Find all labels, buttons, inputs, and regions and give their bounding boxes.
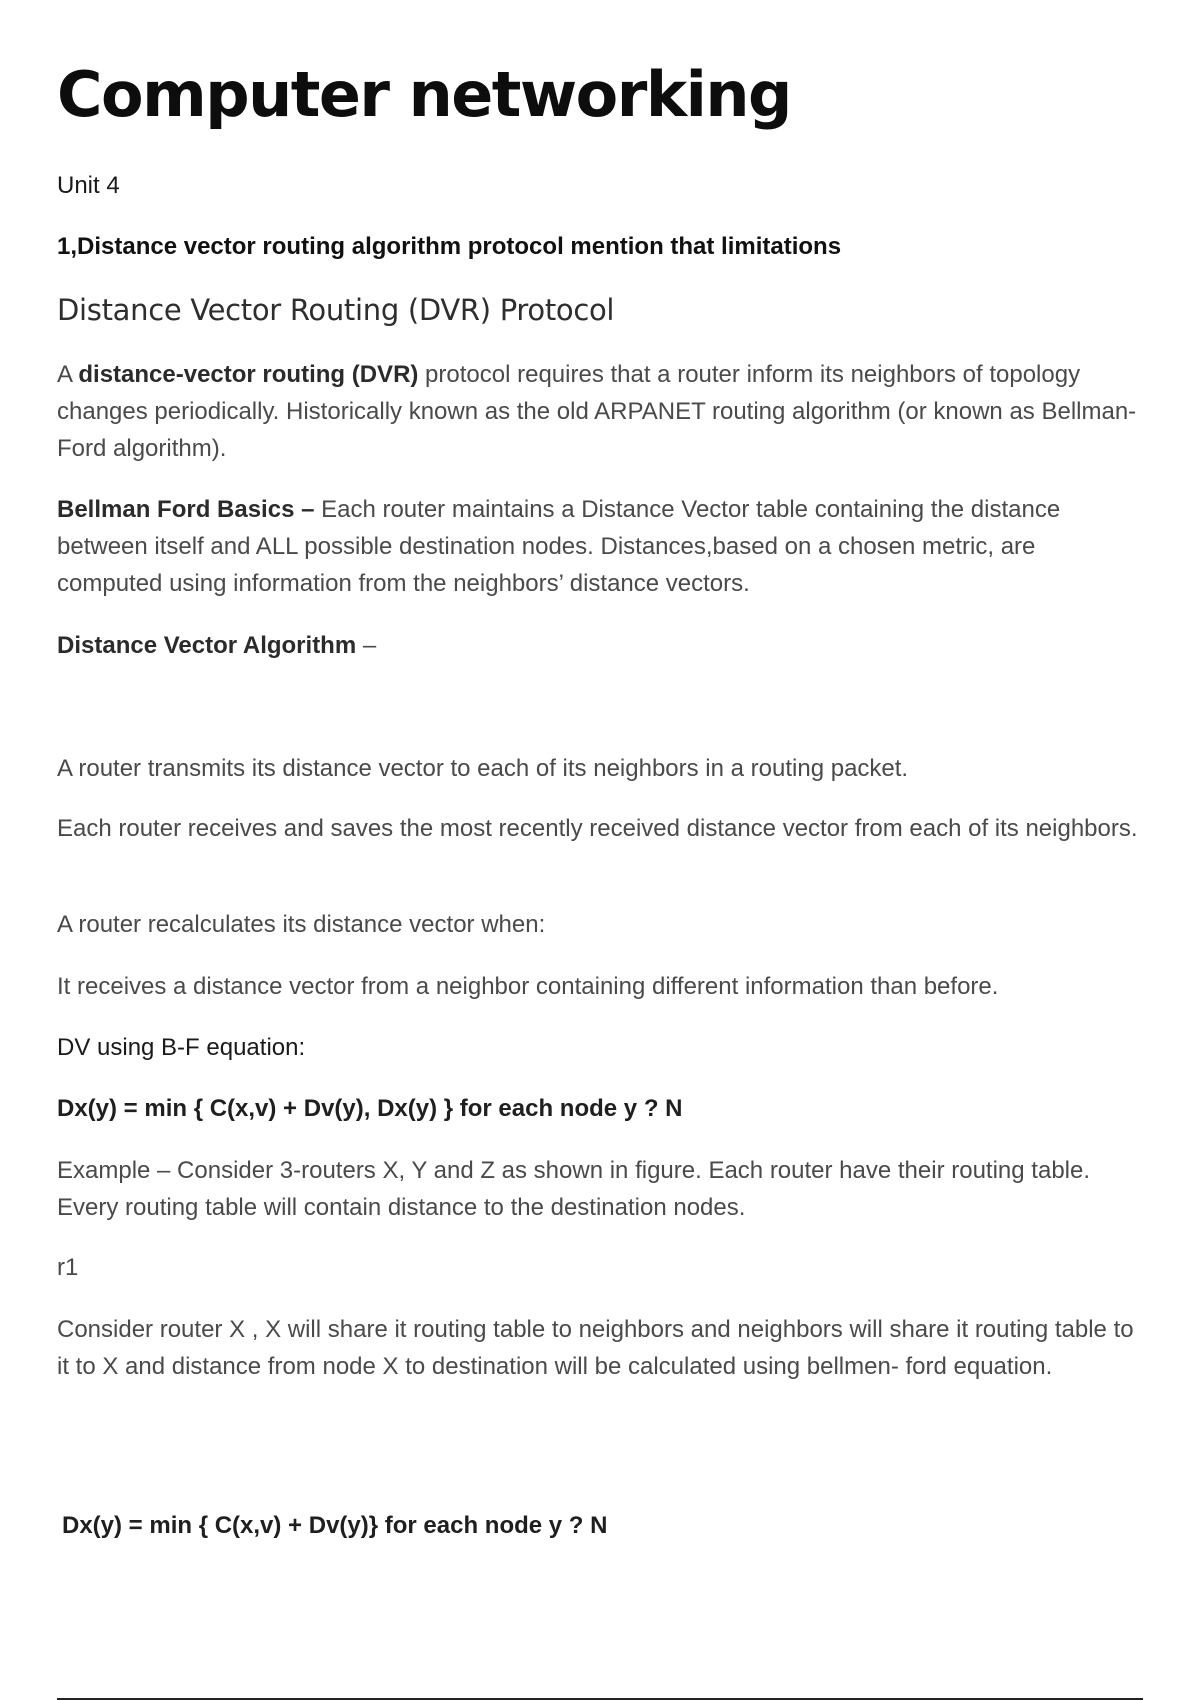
paragraph-recalculate: A router recalculates its distance vector when: (57, 911, 546, 938)
dvr-term: distance-vector routing (DVR) (78, 361, 419, 388)
equation-2: Dx(y) = min { C(x,v) + Dv(y)} for each node y ? N (62, 1512, 608, 1539)
paragraph-transmit: A router transmits its distance vector to each of its neighbors in a routing packet. (57, 755, 909, 782)
paragraph-bf-equation-label: DV using B-F equation: (57, 1034, 306, 1061)
dv-algorithm-term: Distance Vector Algorithm (57, 632, 357, 659)
dvr-intro-rest: protocol requires that a router inform its neighbors of topology changes periodically. Historically known as the old ARPANET routing algorithm (or known as Bellman-Ford algorithm). (57, 361, 1137, 462)
section-heading: Distance Vector Routing (DVR) Protocol (57, 293, 615, 327)
paragraph-condition: It receives a distance vector from a neighbor containing different information than before. (57, 973, 999, 1000)
page-title: Computer networking (57, 58, 791, 131)
dvr-intro-prefix: A (57, 361, 79, 388)
figure-ref-r1: r1 (57, 1254, 79, 1281)
unit-label: Unit 4 (57, 172, 120, 199)
question-heading: 1,Distance vector routing algorithm protocol mention that limitations (57, 233, 842, 260)
bellman-ford-text: Each router maintains a Distance Vector table containing the distance between itself and ALL possible destination nodes. Distances,based on a chosen metric, are computed using information from the neighbors’ distance vectors. (57, 496, 1061, 597)
paragraph-bellman-ford-basics (57, 491, 1147, 602)
paragraph-dvr-intro (57, 356, 1147, 467)
paragraph-consider-router: Consider router X , X will share it routing table to neighbors and neighbors will share it routing table to it to X and distance from node X to destination will be calculated using bellmen- ford equation. (57, 1316, 1134, 1380)
paragraph-example: Example – Consider 3-routers X, Y and Z as shown in figure. Each router have their routing table. Every routing table will contain distance to the destination nodes. (57, 1157, 1091, 1221)
bellman-ford-term: Bellman Ford Basics – (57, 496, 322, 523)
equation-1: Dx(y) = min { C(x,v) + Dv(y), Dx(y) } for each node y ? N (57, 1095, 683, 1122)
dv-algorithm-dash: – (356, 632, 377, 659)
paragraph-receive: Each router receives and saves the most recently received distance vector from each of its neighbors. (57, 815, 1138, 842)
paragraph-dv-algorithm-heading (57, 627, 1147, 664)
